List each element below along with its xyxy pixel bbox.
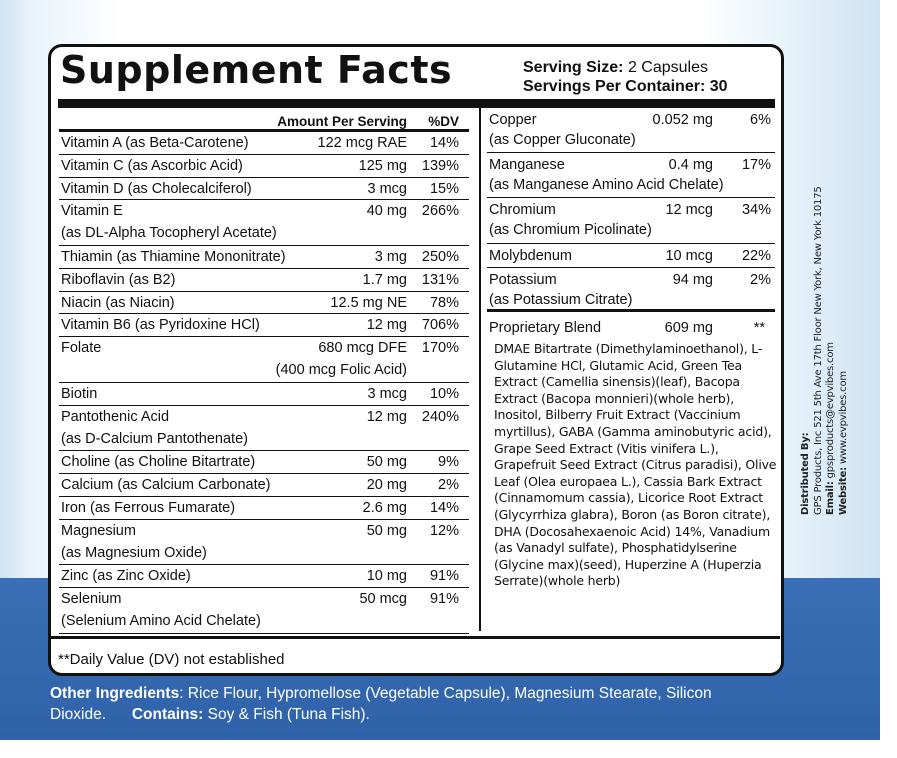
nutrient-row [59, 155, 469, 178]
nutrient-amount: 50 mg [366, 522, 407, 539]
nutrient-dv: 34% [741, 202, 771, 218]
nutrient-amount: 0.4 mg [668, 157, 713, 173]
nutrient-dv: ** [753, 320, 765, 336]
nutrient-row [59, 178, 469, 201]
contains-text: Soy & Fish (Tuna Fish). [207, 706, 370, 723]
nutrient-amount: 50 mcg [359, 590, 407, 607]
nutrient-row [59, 269, 469, 292]
nutrient-dv: 14% [429, 135, 459, 151]
nutrient-amount: 122 mcg RAE [317, 135, 407, 151]
email-label: Email: [825, 481, 836, 515]
nutrient-dv: 9% [438, 454, 459, 471]
nutrient-source: (as Magnesium Oxide) [61, 544, 207, 561]
nutrient-dv: 2% [438, 476, 459, 493]
dv-footnote: **Daily Value (DV) not established [58, 651, 285, 668]
other-ingredients [50, 683, 770, 725]
nutrient-amount: 1.7 mg [362, 271, 407, 288]
nutrient-row [487, 198, 775, 244]
nutrient-name: Manganese [489, 157, 565, 173]
nutrient-row [59, 406, 469, 452]
serving-info [523, 58, 728, 96]
nutrient-amount: 609 mg [664, 320, 713, 336]
nutrient-dv: 15% [429, 180, 459, 197]
nutrient-name: Selenium [61, 590, 122, 607]
nutrient-name: Riboflavin (as B2) [61, 271, 176, 288]
nutrient-name: Vitamin C (as Ascorbic Acid) [61, 157, 243, 174]
nutrient-row [59, 337, 469, 383]
nutrient-row [487, 244, 775, 268]
nutrient-amount: 3 mcg [367, 180, 407, 197]
nutrient-name: Vitamin A (as Beta-Carotene) [61, 135, 249, 151]
nutrient-dv: 91% [429, 590, 459, 607]
nutrient-row [487, 153, 775, 198]
nutrient-row [59, 292, 469, 315]
nutrient-name: Magnesium [61, 522, 136, 539]
nutrient-row [59, 314, 469, 337]
right-edge-strip [880, 0, 897, 758]
nutrient-amount: 10 mcg [665, 248, 713, 264]
nutrient-amount: 3 mg [374, 248, 407, 265]
nutrient-name: Choline (as Choline Bitartrate) [61, 454, 256, 471]
other-ingredients-label: Other Ingredients [50, 685, 180, 702]
nutrient-name: Molybdenum [489, 248, 573, 264]
nutrient-name: Biotin [61, 385, 98, 402]
nutrient-name: Zinc (as Zinc Oxide) [61, 568, 191, 585]
nutrient-amount: 12 mg [366, 408, 407, 425]
contains-label: Contains: [131, 706, 204, 723]
nutrient-name: Vitamin E [61, 203, 123, 220]
column-divider [479, 108, 481, 631]
nutrient-amount: 20 mg [366, 476, 407, 493]
nutrient-source: (as Manganese Amino Acid Chelate) [489, 177, 724, 193]
serving-size-label: Serving Size: [523, 59, 624, 76]
nutrient-dv: 250% [421, 248, 459, 265]
nutrient-amount: 2.6 mg [362, 499, 407, 516]
amount-header: Amount Per Serving [277, 114, 407, 129]
nutrient-amount: 0.052 mg [652, 112, 713, 128]
nutrient-dv: 91% [429, 568, 459, 585]
nutrient-dv: 240% [421, 408, 459, 425]
nutrient-amount: 12 mg [366, 317, 407, 334]
dv-header: %DV [428, 114, 459, 129]
footer-divider [50, 636, 780, 639]
nutrient-dv: 10% [429, 385, 459, 402]
nutrient-dv: 131% [421, 271, 459, 288]
other-ingredients-text: : Rice Flour, Hypromellose (Vegetable Capsule), Magnesium Stearate, Silicon Dioxide. [50, 685, 712, 723]
nutrient-amount: 12 mcg [665, 202, 713, 218]
nutrient-row [59, 383, 469, 406]
nutrient-amount: 40 mg [366, 203, 407, 220]
distributor-label: Distributed By: [800, 432, 811, 515]
nutrient-row [59, 520, 469, 566]
left-nutrient-table [59, 108, 469, 634]
proprietary-blend-ingredients: DMAE Bitartrate (Dimethylaminoethanol), L-Glutamine HCl, Glutamic Acid, Green Tea Extract (Camellia sinensis)(leaf), Bacopa Extract (Bacopa monnieri)(whole herb), Inositol, Bilberry Fruit Extract (Vaccinium myrtillus), GABA (Gamma aminobutyric acid), Grape Seed Extract (Vitis vinifera L.), Grapefruit Seed Extract (Citrus paradisi), Olive Leaf (Olea europaea L.), Cassia Bark Extract (Cinnamomum cassia), Licorice Root Extract (Glycyrrhiza glabra), Boron (as Boron citrate), DHA (Docosahexaenoic Acid) 14%, Vanadium (as Vanadyl sulfate), Phosphatidylserine (Glycine max)(seed), Huperzine A (Huperzia Serrate)(whole herb) [494, 341, 777, 589]
nutrient-dv: 706% [421, 317, 459, 334]
right-nutrient-table [487, 108, 775, 346]
nutrient-amount: 12.5 mg NE [330, 294, 407, 311]
nutrient-amount: 10 mg [366, 568, 407, 585]
nutrient-dv: 2% [750, 272, 771, 288]
nutrient-row [59, 132, 469, 155]
nutrient-name: Vitamin D (as Cholecalciferol) [61, 180, 252, 197]
serving-size-value: 2 Capsules [627, 59, 708, 76]
nutrient-source: (as Chromium Picolinate) [489, 222, 652, 238]
nutrient-name: Iron (as Ferrous Fumarate) [61, 499, 236, 516]
nutrient-name: Chromium [489, 202, 556, 218]
nutrient-source: (400 mcg Folic Acid) [275, 362, 407, 379]
nutrient-row [59, 200, 469, 246]
nutrient-dv: 6% [750, 112, 771, 128]
nutrient-amount: 94 mg [672, 272, 713, 288]
nutrient-dv: 17% [741, 157, 771, 173]
panel-title: Supplement Facts [60, 48, 453, 92]
nutrient-dv: 170% [421, 340, 459, 357]
nutrient-name: Proprietary Blend [489, 320, 602, 336]
nutrient-dv: 266% [421, 203, 459, 220]
table-header [59, 108, 469, 132]
servings-per-container-value: 30 [709, 78, 728, 95]
nutrient-row [59, 565, 469, 588]
thick-divider [58, 99, 775, 108]
nutrient-amount: 680 mcg DFE [318, 340, 407, 357]
distributor-website: www.evpvibes.com [837, 371, 849, 465]
servings-per-container-label: Servings Per Container: [523, 78, 706, 95]
nutrient-row [487, 108, 775, 153]
nutrient-dv: 139% [421, 157, 459, 174]
distributor-email: gpsproducts@evpvibes.com [825, 342, 836, 479]
nutrient-amount: 3 mcg [367, 385, 407, 402]
nutrient-source: (as Potassium Citrate) [489, 292, 633, 308]
nutrient-row [59, 246, 469, 269]
distributor-address: GPS Products, Inc 521 5th Ave 17th Floor New York, New York 10175 [812, 186, 824, 515]
nutrient-amount: 125 mg [358, 157, 407, 174]
nutrient-source: (as Copper Gluconate) [489, 132, 636, 148]
nutrient-row [59, 588, 469, 634]
nutrient-amount: 50 mg [366, 454, 407, 471]
nutrient-source: (as D-Calcium Pantothenate) [61, 430, 248, 447]
nutrient-name: Niacin (as Niacin) [61, 294, 175, 311]
nutrient-row [59, 474, 469, 497]
nutrient-source: (Selenium Amino Acid Chelate) [61, 612, 261, 629]
nutrient-dv: 14% [429, 499, 459, 516]
nutrient-dv: 12% [429, 522, 459, 539]
nutrient-dv: 22% [741, 248, 771, 264]
nutrient-name: Calcium (as Calcium Carbonate) [61, 476, 271, 493]
nutrient-name: Potassium [489, 272, 557, 288]
website-label: Website: [837, 467, 849, 515]
nutrient-name: Folate [61, 340, 102, 357]
nutrient-row [59, 497, 469, 520]
nutrient-row [487, 268, 775, 312]
nutrient-name: Vitamin B6 (as Pyridoxine HCl) [61, 317, 260, 334]
distributor-info [800, 145, 850, 515]
nutrient-row [59, 451, 469, 474]
nutrient-source: (as DL-Alpha Tocopheryl Acetate) [61, 225, 277, 242]
nutrient-dv: 78% [429, 294, 459, 311]
nutrient-name: Copper [489, 112, 537, 128]
nutrient-name: Pantothenic Acid [61, 408, 170, 425]
nutrient-name: Thiamin (as Thiamine Mononitrate) [61, 248, 286, 265]
